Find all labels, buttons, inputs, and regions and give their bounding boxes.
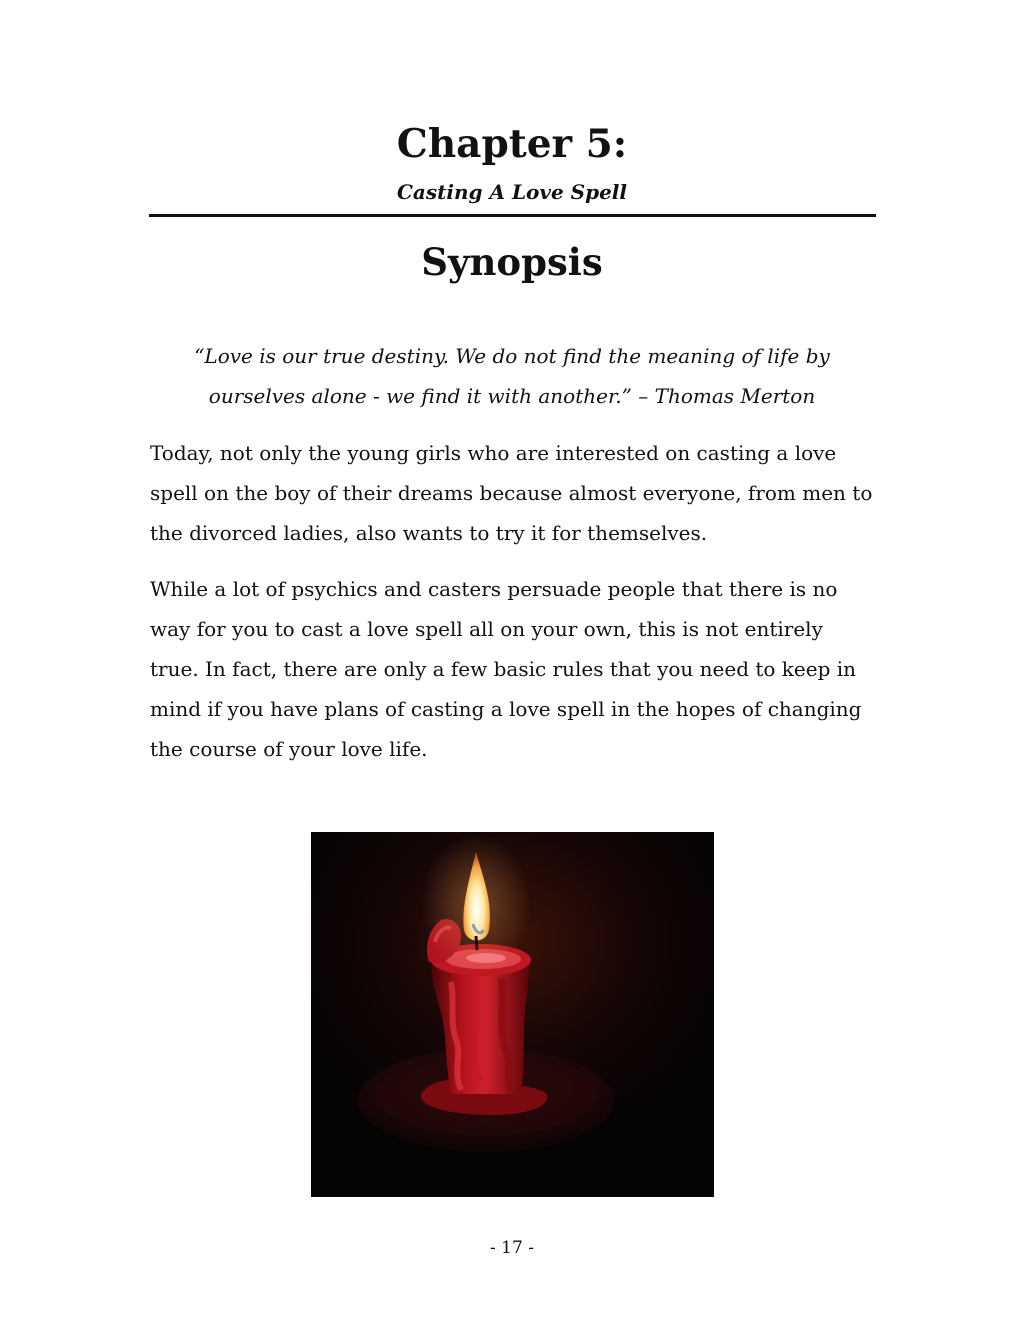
chapter-title: Chapter 5: — [396, 121, 628, 167]
epigraph-quote: “Love is our true destiny. We do not find the meaning of life by ourselves alone - we find it with another.” – Thomas Merton — [194, 344, 830, 408]
page-number: - 17 - — [490, 1238, 534, 1258]
chapter-subtitle: Casting A Love Spell — [397, 180, 627, 204]
body-paragraph: While a lot of psychics and casters persuade people that there is no way for you to cast a love spell all on your own, this is not entirely true. In fact, there are only a few basic rules that you need to keep in mind if you have plans of casting a love spell in the hopes of changing the course of your love life. — [150, 577, 862, 761]
title-divider — [149, 214, 876, 217]
section-title: Synopsis — [421, 240, 603, 284]
candle-photo — [311, 832, 714, 1197]
candle-illustration — [311, 832, 714, 1197]
body-paragraph: Today, not only the young girls who are interested on casting a love spell on the boy of their dreams because almost everyone, from men to the divorced ladies, also wants to try it for themselves. — [150, 441, 873, 545]
